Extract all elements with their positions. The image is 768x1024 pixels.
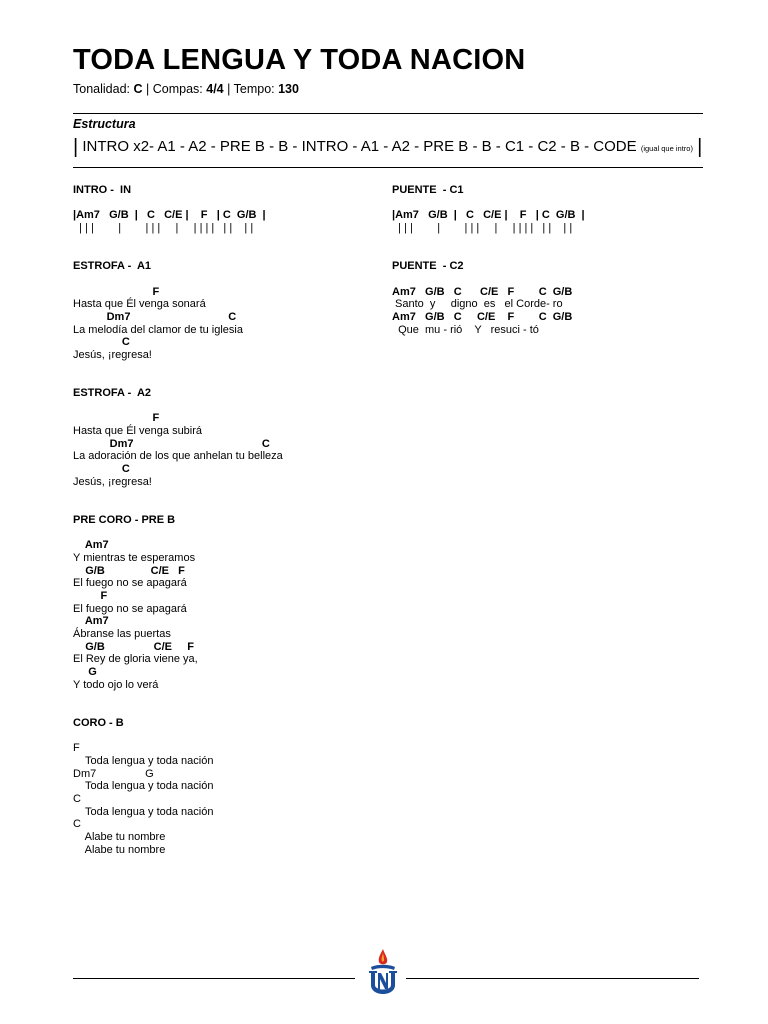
lyric-line: Jesús, ¡regresa! xyxy=(73,348,152,361)
chord-line: Dm7 C xyxy=(73,310,237,323)
estructura-sequence xyxy=(73,136,702,159)
lyric-line: Que mu - rió Y resuci - tó xyxy=(392,323,539,336)
compas-value: 4/4 xyxy=(206,82,224,96)
lyric-line: El fuego no se apagará xyxy=(73,577,187,590)
chord-line: Am7 xyxy=(73,539,109,552)
chord-line: F xyxy=(73,590,108,602)
lyric-line: Hasta que Él venga subirá xyxy=(73,425,203,438)
lyric-line xyxy=(392,247,585,260)
lyric-line: Toda lengua y toda nación xyxy=(73,780,214,793)
lyric-line xyxy=(73,273,283,286)
lyric-line: La melodía del clamor de tu iglesia xyxy=(73,323,243,336)
lyric-line xyxy=(73,197,283,210)
lyric-line: Toda lengua y toda nación xyxy=(73,805,214,818)
chord-line: G/B C/E F xyxy=(73,564,185,577)
tempo-value: 130 xyxy=(278,82,299,96)
lyric-line: El Rey de gloria viene ya, xyxy=(73,653,198,666)
tempo-label: Tempo: xyxy=(233,82,275,96)
chord-line: F xyxy=(73,412,160,425)
structure-note: (igual que intro) xyxy=(640,144,693,153)
structure-bar-left: | xyxy=(73,136,79,158)
chord-line: G/B C/E F xyxy=(73,640,195,653)
section-heading: ESTROFA - A1 xyxy=(73,260,152,273)
chord-line: Am7 xyxy=(73,615,109,628)
lyric-line xyxy=(392,235,585,248)
lyric-line xyxy=(73,501,283,514)
meta-separator: | xyxy=(146,82,150,96)
lyric-line xyxy=(392,273,585,286)
lyric-line: Hasta que Él venga sonará xyxy=(73,298,206,311)
lyric-line: Ábranse las puertas xyxy=(73,628,171,641)
lyric-line: El fuego no se apagará xyxy=(73,602,187,615)
meta-separator: | xyxy=(227,82,231,96)
chord-line: G xyxy=(73,666,97,679)
lyric-line: F xyxy=(73,742,80,755)
tonalidad-label: Tonalidad: xyxy=(73,82,130,96)
lyric-line: | | | | | | | | | | | | | | | | xyxy=(392,222,573,235)
compas-label: Compas: xyxy=(152,82,203,96)
chord-line: C xyxy=(73,336,130,349)
footer-line-right xyxy=(406,978,699,979)
lyric-line: C xyxy=(73,818,81,831)
footer-line-left xyxy=(73,978,355,979)
lyric-line xyxy=(73,730,283,743)
lyric-line: C xyxy=(73,793,81,805)
lyric-line: Santo y digno es el Corde- ro xyxy=(392,298,563,311)
lyric-line xyxy=(73,400,283,413)
right-column xyxy=(392,184,585,336)
lyric-line xyxy=(73,374,283,387)
chord-line: |Am7 G/B | C C/E | F | C G/B | xyxy=(392,209,585,222)
lyric-line xyxy=(73,527,283,540)
chord-line: Dm7 C xyxy=(73,437,270,450)
structure-sequence-text: INTRO x2- A1 - A2 - PRE B - B - INTRO - A1 - A2 - PRE B - B - C1 - C2 - B - CODE xyxy=(82,138,637,155)
section-heading: PUENTE - C1 xyxy=(392,184,464,196)
lyric-line xyxy=(73,489,283,502)
lyric-line: Jesús, ¡regresa! xyxy=(73,475,152,488)
song-title: TODA LENGUA Y TODA NACION xyxy=(73,44,526,76)
lyric-line: Toda lengua y toda nación xyxy=(73,754,214,767)
section-heading: PRE CORO - PRE B xyxy=(73,513,176,526)
estructura-label: Estructura xyxy=(73,117,136,131)
church-logo xyxy=(363,947,403,999)
chord-line: |Am7 G/B | C C/E | F | C G/B | xyxy=(73,209,266,222)
chord-line: F xyxy=(73,285,160,298)
section-heading: CORO - B xyxy=(73,716,124,729)
section-heading: PUENTE - C2 xyxy=(392,260,464,273)
song-meta xyxy=(73,82,299,96)
lyric-line xyxy=(73,692,283,705)
chord-line: C xyxy=(73,463,130,476)
lyric-line: Alabe tu nombre xyxy=(73,843,166,856)
lyric-line: Y todo ojo lo verá xyxy=(73,678,159,691)
structure-divider xyxy=(73,167,703,168)
lyric-line: Dm7 G xyxy=(73,767,154,780)
section-heading: ESTROFA - A2 xyxy=(73,387,152,399)
lyric-line xyxy=(73,247,283,260)
lyric-line: La adoración de los que anhelan tu belleza xyxy=(73,450,283,463)
lyric-line xyxy=(392,197,585,210)
chord-line: Am7 G/B C C/E F C G/B xyxy=(392,310,573,323)
lyric-line xyxy=(73,235,283,248)
structure-bar-right: | xyxy=(697,136,703,158)
top-divider xyxy=(73,113,703,114)
lyric-line: Alabe tu nombre xyxy=(73,831,166,844)
lyric-line: Y mientras te esperamos xyxy=(73,551,196,564)
left-column xyxy=(73,184,283,856)
chord-line: Am7 G/B C C/E F C G/B xyxy=(392,285,573,298)
section-heading: INTRO - IN xyxy=(73,184,132,196)
lyric-line xyxy=(73,362,283,375)
lyric-line: | | | | | | | | | | | | | | | | xyxy=(73,222,254,235)
tonalidad-value: C xyxy=(133,82,143,96)
lyric-line xyxy=(73,704,283,717)
